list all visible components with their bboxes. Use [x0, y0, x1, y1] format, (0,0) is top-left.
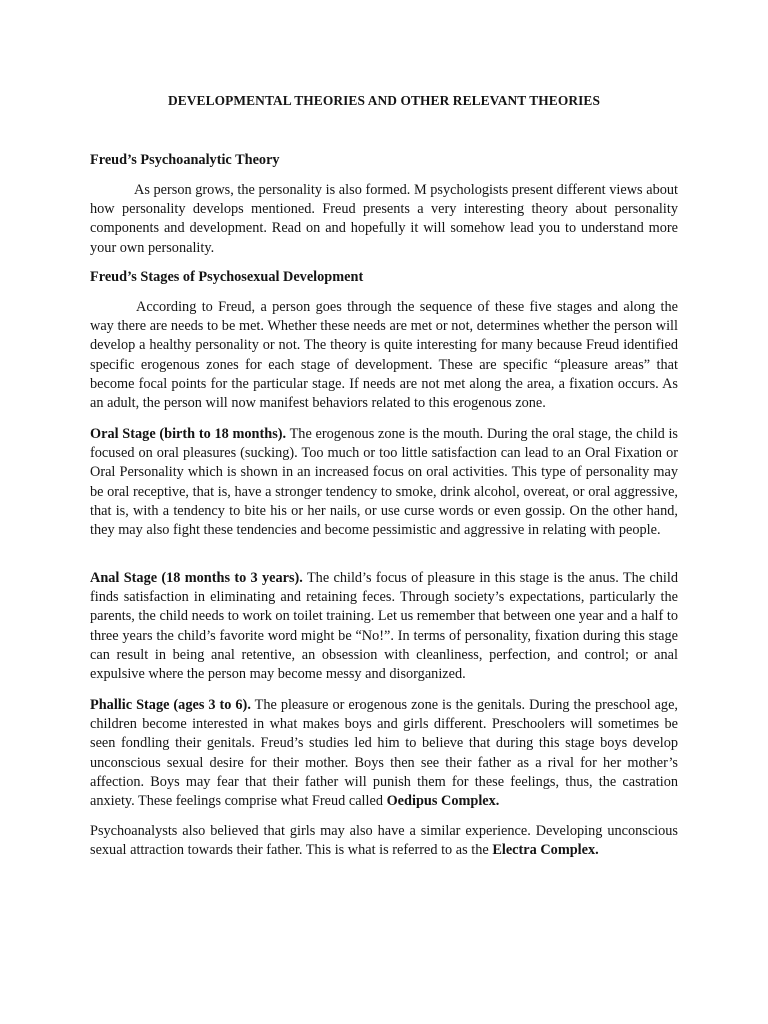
paragraph-phallic-stage	[90, 696, 678, 811]
anal-stage-text: The child’s focus of pleasure in this stage is the anus. The child finds satisfaction in eliminating and retaining feces. Through society’s expectations, particularly the parents, the child needs to work on toilet training. Let us remember that between one year and a half to three years the child’s favorite word might be “No!”. In terms of personality, fixation during this stage can result in being anal retentive, an obsession with cleanliness, perfection, and control; or anal expulsive where the person may become messy and disorganized.	[90, 570, 678, 683]
paragraph-anal-stage	[90, 569, 678, 684]
paragraph-intro: As person grows, the personality is also formed. M psychologists present different views about how personality develops mentioned. Freud presents a very interesting theory about personality components and development. Read on and hopefully it will somehow lead you to understand more your own personality.	[90, 182, 678, 256]
paragraph-stages-overview: According to Freud, a person goes through the sequence of these five stages and along the way there are needs to be met. Whether these needs are met or not, determines whether the person will develop a healthy personality or not. The theory is quite interesting for many because Freud identified specific erogenous zones for each stage of development. These are specific “pleasure areas” that become focal points for the particular stage. If needs are not met along the area, a fixation occurs. As an adult, the person will now manifest behaviors related to this erogenous zone.	[90, 299, 678, 412]
phallic-stage-text: The pleasure or erogenous zone is the genitals. During the preschool age, children become interested in what makes boys and girls different. Preschoolers will sometimes be seen fondling their genitals. Freud’s studies led him to believe that during this stage boys develop unconscious sexual desire for their mother. Boys then see their father as a rival for her mother’s affection. Boys may fear that their father will punish them for these feelings, thus, the castration anxiety. These feelings comprise what Freud called	[90, 697, 678, 810]
heading-psychosexual-stages: Freud’s Stages of Psychosexual Development	[90, 269, 364, 285]
electra-complex-term: Electra Complex.	[492, 842, 599, 859]
anal-stage-label: Anal Stage (18 months to 3 years).	[90, 570, 303, 586]
oral-stage-label: Oral Stage (birth to 18 months).	[90, 426, 287, 442]
oedipus-complex-term: Oedipus Complex.	[386, 793, 500, 810]
electra-text: Psychoanalysts also believed that girls may also have a similar experience. Developing unconscious sexual attraction towards their father. This is what is referred to as the	[90, 823, 678, 859]
oral-stage-text: The erogenous zone is the mouth. During the oral stage, the child is focused on oral pleasures (sucking). Too much or too little satisfaction can lead to an Oral Fixation or Oral Personality which is shown in an increased focus on oral activities. This type of personality may be oral receptive, that is, have a stronger tendency to smoke, drink alcohol, overeat, or oral aggressive, that is, with a tendency to bite his or her nails, or use curse words or even gossip. On the other hand, they may also fight these tendencies and become pessimistic and aggressive in relating with people.	[90, 426, 679, 539]
paragraph-oral-stage	[90, 425, 678, 540]
heading-psychoanalytic-theory: Freud’s Psychoanalytic Theory	[90, 152, 280, 168]
paragraph-electra	[90, 822, 678, 860]
phallic-stage-label: Phallic Stage (ages 3 to 6).	[90, 697, 251, 713]
document-title: DEVELOPMENTAL THEORIES AND OTHER RELEVANT THEORIES	[167, 93, 600, 108]
